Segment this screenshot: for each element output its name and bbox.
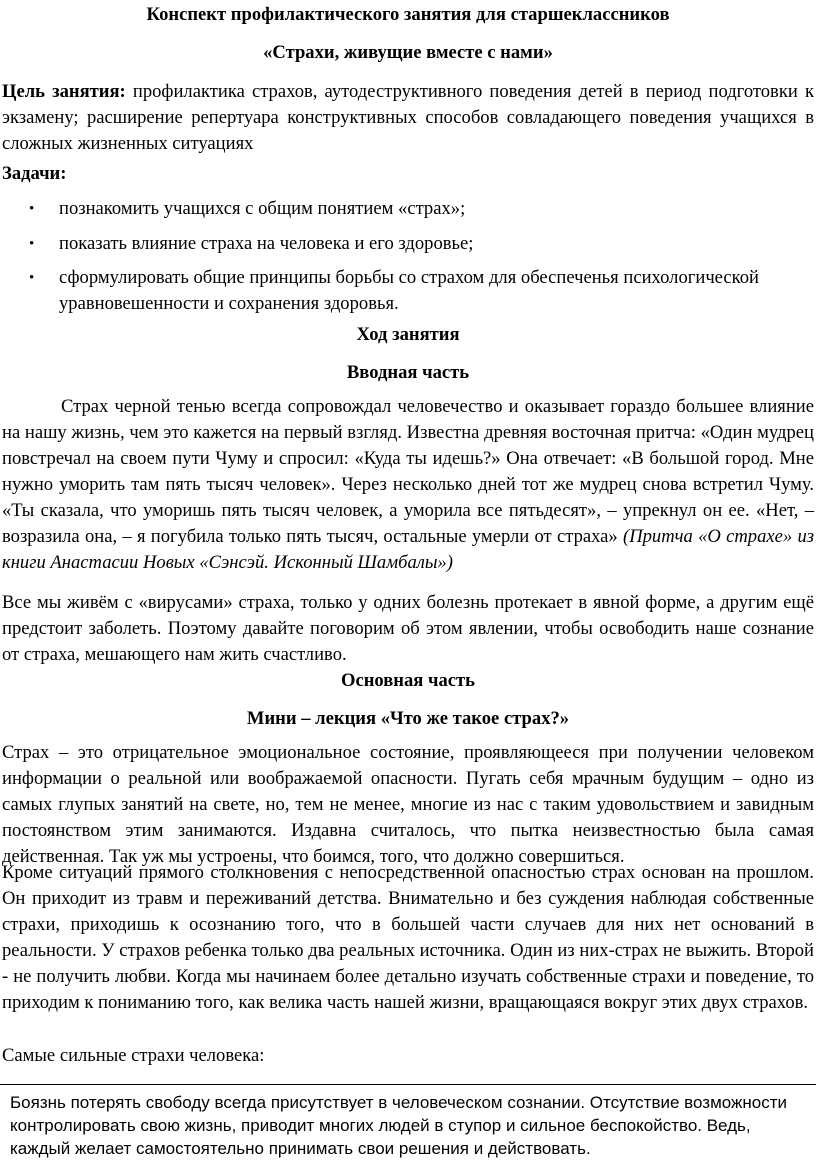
parable-source: (Притча «О страхе» из книги Анастасии Новых «Сэнсэй. Исконный Шамбалы») bbox=[2, 526, 814, 573]
fear-of-freedom-box bbox=[0, 1084, 816, 1163]
parable-text: Страх черной тенью всегда сопровождал человечество и оказывает гораздо большее влияние на нашу жизнь, чем это кажется на первый взгляд. Известна древняя восточная притча: «Один мудрец повстречал на своем пути Чуму и спросил: «Куда ты идешь?» Она отвечает: «В большой город. Мне нужно уморить там пять тысяч человек». Через несколько дней тот же мудрец снова встретил Чуму. «Ты сказала, что уморишь пять тысяч человек, а уморила все пятьдесят», – упрекнул он ее. «Нет, – возразила она, – я погубила только пять тысяч, остальные умерли от страха» bbox=[2, 396, 814, 547]
goal-text: профилактика страхов, аутодеструктивного поведения детей в период подготовки к экзамену; расширение репертуара конструктивных способов совладающего поведения учащихся в сложных жизненных ситуациях bbox=[2, 81, 814, 154]
strong-fears-label: Самые сильные страхи человека: bbox=[2, 1045, 265, 1066]
goal-label: Цель занятия: bbox=[2, 81, 126, 102]
task-item bbox=[0, 265, 812, 317]
task-text: сформулировать общие принципы борьбы со страхом для обеспеченья психологической уравновешенности и сохранения здоровья. bbox=[59, 267, 759, 314]
task-item bbox=[0, 231, 812, 257]
document-title: Конспект профилактического занятия для старшеклассников bbox=[146, 4, 670, 25]
main-heading: Основная часть bbox=[340, 670, 476, 691]
document-subtitle: «Страхи, живущие вместе с нами» bbox=[263, 42, 553, 63]
bullet-icon: • bbox=[29, 201, 35, 217]
task-text: показать влияние страха на человека и его здоровье; bbox=[59, 233, 474, 254]
viruses-paragraph: Все мы живём с «вирусами» страха, только у одних болезнь протекает в явной форме, а другим ещё предстоит заболеть. Поэтому давайте поговорим об этом явлении, чтобы освободить наше сознание от страха, мешающего нам жить счастливо. bbox=[2, 592, 814, 665]
goal-paragraph bbox=[0, 79, 816, 157]
box-text: Боязнь потерять свободу всегда присутствует в человеческом сознании. Отсутствие возможности контролировать свою жизнь, приводит многих людей в ступор и сильное беспокойство. Ведь, каждый желает самостоятельно принимать свои решения и действовать. bbox=[10, 1093, 788, 1158]
definition-paragraph: Страх – это отрицательное эмоциональное состояние, проявляющееся при получении человеком информации о реальной или воображаемой опасности. Пугать себя мрачным будущим – одно из самых глупых занятий на свете, но, тем не менее, многие из нас с таким удовольствием и завидным постоянством этим занимаются. Издавна считалось, что пытка неизвестностью была самая действенная. Так уж мы устроены, что боимся, того, что должно совершиться. bbox=[2, 742, 814, 867]
childhood-paragraph: Кроме ситуаций прямого столкновения с непосредственной опасностью страх основан на прошлом. Он приходит из травм и переживаний детства. Внимательно и без суждения наблюдая собственные страхи, приходишь к осознанию того, что в большей части случаев для них нет оснований в реальности. У страхов ребенка только два реальных источника. Один из них-страх не выжить. Второй - не получить любви. Когда мы начинаем более детально изучать собственные страхи и поведение, то приходим к пониманию того, как велика часть нашей жизни, вращающаяся вокруг этих двух страхов. bbox=[2, 862, 814, 1013]
task-text: познакомить учащихся с общим понятием «страх»; bbox=[59, 198, 466, 219]
task-item bbox=[0, 196, 812, 222]
bullet-icon: • bbox=[29, 270, 35, 286]
course-heading: Ход занятия bbox=[356, 324, 460, 345]
intro-heading: Вводная часть bbox=[346, 362, 470, 383]
bullet-icon: • bbox=[29, 236, 35, 252]
lecture-heading: Мини – лекция «Что же такое страх?» bbox=[246, 708, 570, 729]
parable-paragraph bbox=[0, 394, 816, 576]
tasks-heading: Задачи: bbox=[2, 163, 67, 184]
